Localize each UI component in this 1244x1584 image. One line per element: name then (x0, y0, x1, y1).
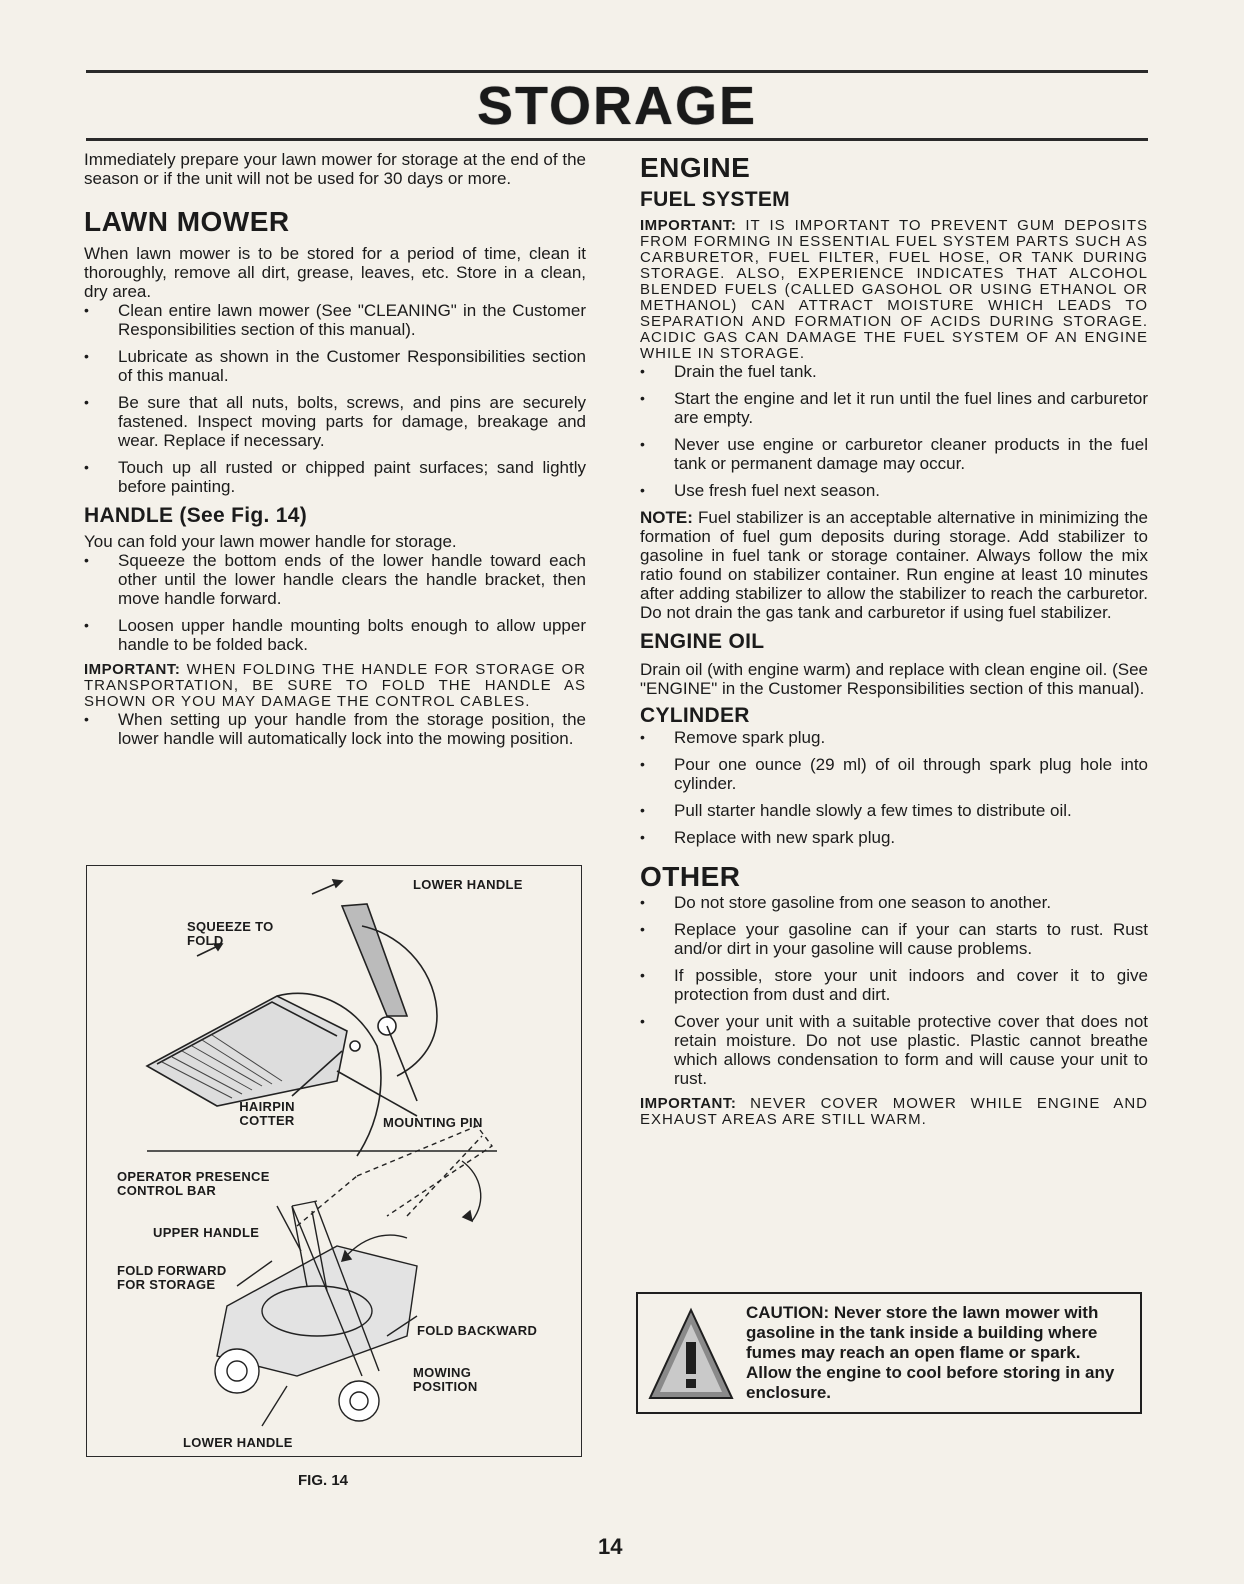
list-item: • Pull starter handle slowly a few times to distribute oil. (640, 801, 1148, 820)
list-item: • Lubricate as shown in the Customer Responsibilities section of this manual. (84, 347, 586, 385)
important-label: IMPORTANT: (84, 661, 181, 678)
list-item: • Do not store gasoline from one season to another. (640, 893, 1148, 912)
list-item: • When setting up your handle from the storage position, the lower handle will automatically lock into the mowing position. (84, 710, 586, 748)
list-item: • Squeeze the bottom ends of the lower handle toward each other until the lower handle clears the handle bracket, then move handle forward. (84, 551, 586, 608)
label-lower-handle-bottom: LOWER HANDLE (183, 1435, 293, 1450)
other-bullets (640, 893, 1148, 1088)
caution-box (636, 1292, 1142, 1414)
figure-caption: FIG. 14 (298, 1472, 349, 1489)
fuel-system-important (640, 218, 1148, 362)
label-hairpin-cotter: HAIRPIN COTTER (239, 1099, 295, 1128)
label-squeeze-to-fold: SQUEEZE TO FOLD (187, 919, 274, 948)
label-operator-presence: OPERATOR PRESENCE CONTROL BAR (117, 1169, 270, 1198)
label-mounting-pin: MOUNTING PIN (383, 1115, 483, 1130)
right-column (640, 150, 1148, 1128)
top-rule (86, 70, 1148, 73)
list-item: • Clean entire lawn mower (See "CLEANING" in the Customer Responsibilities section of this manual). (84, 301, 586, 339)
other-important (640, 1096, 1148, 1128)
engine-heading: ENGINE (640, 152, 751, 183)
cylinder-heading: CYLINDER (640, 704, 750, 727)
lawn-mower-bullets (84, 301, 586, 496)
label-fold-forward: FOLD FORWARD FOR STORAGE (117, 1263, 227, 1292)
warning-triangle-icon (648, 1306, 734, 1402)
handle-text: You can fold your lawn mower handle for storage. (84, 532, 457, 551)
important-label: IMPORTANT: (640, 217, 737, 234)
other-heading: OTHER (640, 861, 741, 892)
important-text: WHEN FOLDING THE HANDLE FOR STORAGE OR TRANSPORTATION, BE SURE TO FOLD THE HANDLE AS SHOWN OR YOU MAY DAMAGE THE CONTROL CABLES. (84, 661, 586, 710)
lawn-mower-text: When lawn mower is to be stored for a period of time, clean it thoroughly, remove all dirt, grease, leaves, etc. Store in a clean, dry area. (84, 244, 586, 301)
list-item: • Pour one ounce (29 ml) of oil through spark plug hole into cylinder. (640, 755, 1148, 793)
handle-heading: HANDLE (See Fig. 14) (84, 504, 308, 527)
page-number: 14 (598, 1534, 623, 1559)
handle-bullets-after (84, 710, 586, 748)
list-item: • Loosen upper handle mounting bolts enough to allow upper handle to be folded back. (84, 616, 586, 654)
label-upper-handle: UPPER HANDLE (153, 1225, 260, 1240)
caution-text: CAUTION: Never store the lawn mower with gasoline in the tank inside a building where fumes may reach an open flame or spark. Allow the engine to cool before storing in any enclosure. (746, 1303, 1115, 1402)
list-item: • Start the engine and let it run until the fuel lines and carburetor are empty. (640, 389, 1148, 427)
list-item: • Never use engine or carburetor cleaner products in the fuel tank or permanent damage may occur. (640, 435, 1148, 473)
list-item: • Be sure that all nuts, bolts, screws, and pins are securely fastened. Inspect moving parts for damage, breakage and wear. Replace if necessary. (84, 393, 586, 450)
label-lower-handle-top: LOWER HANDLE (413, 877, 523, 892)
lawn-mower-heading: LAWN MOWER (84, 206, 290, 237)
fuel-note (640, 508, 1148, 622)
intro-paragraph: Immediately prepare your lawn mower for storage at the end of the season or if the unit will not be used for 30 days or more. (84, 150, 586, 188)
important-text: NEVER COVER MOWER WHILE ENGINE AND EXHAUST AREAS ARE STILL WARM. (640, 1095, 1148, 1128)
handle-fold-illustration (87, 866, 581, 1456)
cylinder-bullets (640, 728, 1148, 847)
important-label: IMPORTANT: (640, 1095, 737, 1112)
label-mowing-position: MOWING POSITION (413, 1365, 478, 1394)
list-item: • Remove spark plug. (640, 728, 1148, 747)
list-item: • Drain the fuel tank. (640, 362, 1148, 381)
engine-oil-heading: ENGINE OIL (640, 630, 765, 653)
list-item: • Touch up all rusted or chipped paint surfaces; sand lightly before painting. (84, 458, 586, 496)
fuel-system-heading: FUEL SYSTEM (640, 188, 790, 211)
list-item: • Use fresh fuel next season. (640, 481, 1148, 500)
page-title: STORAGE (476, 76, 758, 136)
title-underline (86, 138, 1148, 141)
handle-important (84, 662, 586, 710)
figure-14 (86, 865, 582, 1457)
list-item: • Cover your unit with a suitable protective cover that does not retain moisture. Do not use plastic. Plastic cannot breathe which allows condensation to form and will cause your unit to rust. (640, 1012, 1148, 1088)
handle-bullets (84, 551, 586, 654)
list-item: • Replace with new spark plug. (640, 828, 1148, 847)
important-text: IT IS IMPORTANT TO PREVENT GUM DEPOSITS FROM FORMING IN ESSENTIAL FUEL SYSTEM PARTS SUCH AS CARBURETOR, FUEL FILTER, FUEL HOSE, OR TANK DURING STORAGE. ALSO, EXPERIENCE INDICATES THAT ALCOHOL BLENDED FUELS (CALLED GASOHOL OR USING ETHANOL OR METHANOL) CAN ATTRACT MOISTURE WHICH LEADS TO SEPARATION AND FORMATION OF ACIDS DURING STORAGE. ACIDIC GAS CAN DAMAGE THE FUEL SYSTEM OF AN ENGINE WHILE IN STORAGE. (640, 217, 1148, 362)
note-text: Fuel stabilizer is an acceptable alternative in minimizing the formation of fuel gum deposits during storage. Add stabilizer to gasoline in fuel tank or storage container. Always follow the mix ratio found on stabilizer container. Run engine at least 10 minutes after adding stabilizer to allow the stabilizer to reach the carburetor. Do not drain the gas tank and carburetor if using fuel stabilizer. (640, 508, 1148, 622)
list-item: • Replace your gasoline can if your can starts to rust. Rust and/or dirt in your gasoline will cause problems. (640, 920, 1148, 958)
fuel-system-bullets (640, 362, 1148, 500)
list-item: • If possible, store your unit indoors and cover it to give protection from dust and dirt. (640, 966, 1148, 1004)
left-column (84, 150, 586, 756)
note-label: NOTE: (640, 508, 693, 527)
engine-oil-text: Drain oil (with engine warm) and replace with clean engine oil. (See "ENGINE" in the Customer Responsibilities section of this manual). (640, 660, 1148, 698)
label-fold-backward: FOLD BACKWARD (417, 1323, 538, 1338)
